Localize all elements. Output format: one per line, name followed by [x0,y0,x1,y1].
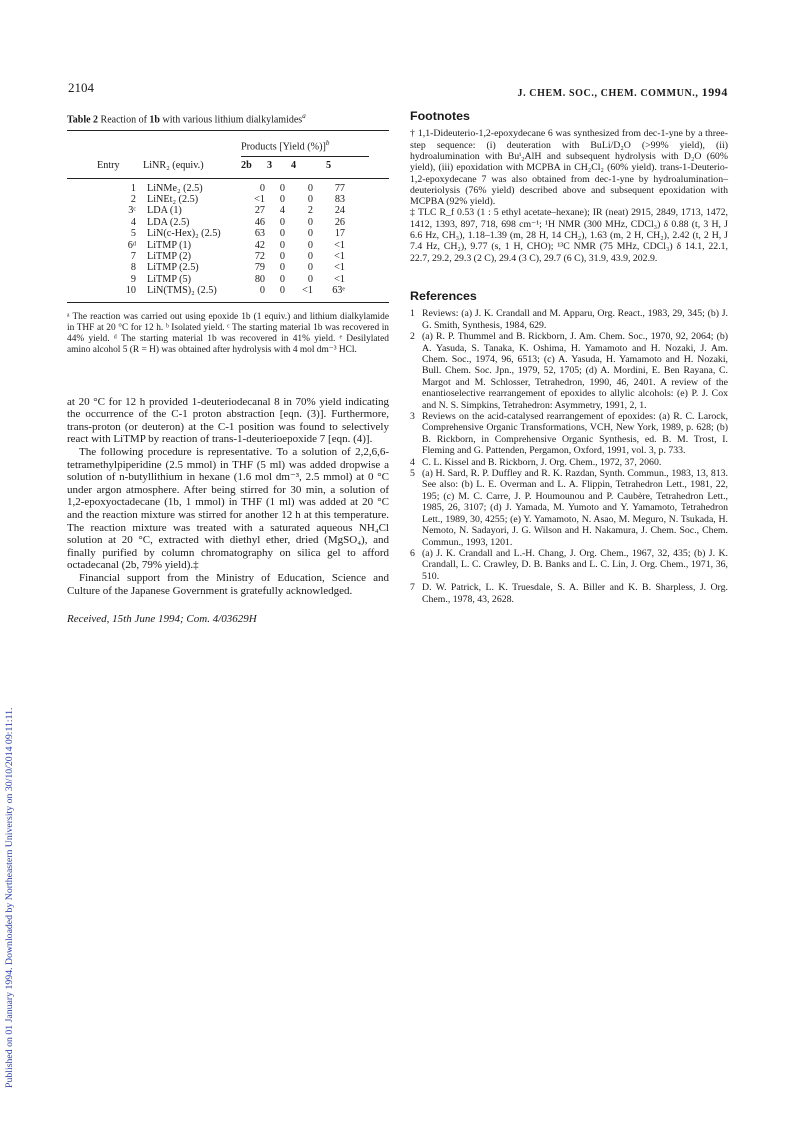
table-cell-v2b: 42 [254,239,265,251]
reference-item [410,457,728,468]
table-cell-reagent: LDA (1) [147,205,182,217]
table-cell-v2b: 72 [254,250,265,262]
references-list [410,308,728,605]
table-row [105,251,348,262]
table-caption-text: Reaction of [98,114,150,126]
table-cell-v5: <1 [334,273,345,285]
reference-number: 3 [410,411,415,423]
journal-year: 1994 [701,85,728,99]
table-cell-entry: 5 [130,228,136,240]
footnotes-heading: Footnotes [410,109,470,123]
table-row [105,194,348,205]
table-cell-v5: <1 [334,262,345,274]
table-row [105,285,348,296]
table-row [105,240,348,251]
table-cell-v2b: 79 [254,262,265,274]
journal-header [517,86,728,100]
reference-item [410,411,728,457]
table-cell-reagent: LiTMP (2) [147,250,192,262]
products-header-text: Products [Yield (%)] [241,141,326,153]
table-row [105,205,348,216]
reference-text: (a) R. P. Thummel and B. Rickborn, J. Am. Chem. Soc., 1970, 92, 2064; (b) A. Yasuda, S. Tanaka, K. Oshima, H. Yamamoto and H. Nozaki, J. Am. Chem. Soc., 1974, 96, 6513; (c) A. Yasuda, H. Yamamoto and H. Nozaki, Bull. Chem. Soc. Jpn., 1979, 52, 1705; (d) A. Mordini, E. Ben Rayana, C. Margot and M. Schlosser, Tetrahedron, 1990, 46, 2401. A review of the enantioselective rearrangement of epoxides to allylic alcohols: (e) P. J. Cox and N. S. Simpkins, Tetrahedron: Asymmetry, 1991, 2, 1. [422,331,728,411]
reference-item [410,331,728,411]
table-cell-v4: 0 [307,228,313,240]
footnote-double-dagger: ‡ TLC R_f 0.53 (1 : 5 ethyl acetate–hexane); IR (neat) 2915, 2849, 1713, 1472, 1412, 1393, 897, 718, 698 cm⁻¹; ¹H NMR (300 MHz, CDCl₃) δ 0.88 (t, 3 H, J 6.6 Hz, CH₃), 1.18–1.39 (m, 28 H, 14 CH₂), 1.63 (m, 2 H, CH₂), 2.42 (t, 2 H, J 7.4 Hz, CH₂), 9.77 (s, 1 H, CHO); ¹³C NMR (75 MHz, CDCl₃) δ 14.1, 22.1, 22.7, 29.2, 29.3 (2 C), 29.4 (3 C), 29.7 (6 C), 31.9, 43.9, 202.9. [410,207,728,264]
table-cell-reagent: LiTMP (5) [147,273,192,285]
table-cell-v5: 24 [334,205,345,217]
reference-number: 1 [410,308,415,320]
reference-item [410,308,728,331]
reference-number: 7 [410,582,415,594]
table-cell-v4: 0 [307,216,313,228]
table-cell-v3: 0 [279,239,285,251]
received-line: Received, 15th June 1994; Com. 4/03629H [67,613,257,626]
reference-text: (a) J. K. Crandall and L.-H. Chang, J. Org. Chem., 1967, 32, 435; (b) J. K. Crandall, L. C. Crawley, D. B. Banks and L. C. Lin, J. Org. Chem., 1971, 36, 510. [422,547,728,582]
journal-name: J. CHEM. SOC., CHEM. COMMUN., [517,88,699,99]
left-column [67,110,389,626]
table-header-row [67,160,389,174]
table-row [105,228,348,239]
table-cell-reagent: LiTMP (1) [147,239,192,251]
table-caption-text2: with various lithium dialkylamides [159,114,303,126]
table-row [105,183,348,194]
table-cell-entry: 6ᵈ [127,239,136,251]
col-4-header: 4 [291,159,297,171]
reference-item [410,468,728,548]
table-cell-v4: 0 [307,239,313,251]
table-cell-v5: 17 [334,228,345,240]
table-header-rule [67,178,389,179]
table-cell-v3: 0 [279,216,285,228]
col-reagent-header: LiNR₂ (equiv.) [143,159,204,171]
table-cell-entry: 3ᶜ [128,205,136,217]
reference-number: 5 [410,468,415,480]
table-cell-v3: 0 [279,250,285,262]
table-cell-v2b: 27 [254,205,265,217]
table-cell-v3: 0 [279,262,285,274]
table-cell-v4: 0 [307,193,313,205]
table-cell-entry: 8 [130,262,136,274]
table-cell-v2b: 0 [259,285,265,297]
table-row [105,262,348,273]
table-caption-label: Table 2 [67,114,99,126]
body-paragraph-2: The following procedure is representative. To a solution of 2,2,6,6-tetramethylpiperidine (2.5 mmol) in THF (5 ml) was added dropwise a solution of n-butyllithium in hexane (1.6 mol dm⁻³, 2.5 mmol) at 0 °C under argon atmosphere. After being stirred for 30 min, a solution of 1,2-epoxyoctadecane (1b, 1 mmol) in THF (1 ml) was added at 20 °C and the reaction mixture was stirred for another 12 h at this temperature. The reaction mixture was treated with a saturated aqueous NH₄Cl solution at 20 °C, extracted with diethyl ether, dried (MgSO₄), and finally purified by column chromatography on silica gel to afford octadecanal (2b, 79% yield).‡ [67,445,389,572]
table-cell-reagent: LDA (2.5) [147,216,190,228]
products-header [241,137,369,157]
table-cell-v4: 2 [307,205,313,217]
reference-text: Reviews on the acid-catalysed rearrangement of epoxides: (a) R. C. Larock, Comprehensive Organic Transformations, VCH, New York, 1989, p. 628; (b) B. Rickborn, in Comprehensive Organic Synthesis, ed. B. M. Trost, I. Fleming and G. Pattenden, Pergamon, Oxford, 1991, vol. 3, p. 733. [422,411,728,457]
table-cell-entry: 2 [130,193,136,205]
table-cell-v4: 0 [307,182,313,194]
table-cell-v2b: 63 [254,228,265,240]
reference-text: D. W. Patrick, L. K. Truesdale, S. A. Biller and K. B. Sharpless, J. Org. Chem., 1978, 43, 2628. [422,582,728,605]
table-cell-v5: 26 [334,216,345,228]
table-cell-v4: 0 [307,250,313,262]
footnote-dagger: † 1,1-Dideuterio-1,2-epoxydecane 6 was synthesized from dec-1-yne by a three-step sequence: (i) deuteration with BuLi/D₂O (>99% yield), (ii) hydroalumination with Buⁱ₂AlH and subsequent hydrolysis with D₂O (60% yield), (iii) epoxidation with MCPBA in CH₂Cl₂ (60% yield). trans-1-Deuterio-1,2-epoxydecane 7 was also obtained from dec-1-yne by hydroalumination–deuteriolysis (76% yield) described above and subsequent epoxidation with MCPBA (92% yield). [410,128,728,208]
table-cell-reagent: LiNMe₂ (2.5) [147,182,203,194]
table-cell-v2b: <1 [254,193,265,205]
body-paragraph-3: Financial support from the Ministry of Education, Science and Culture of the Japanese Government is gratefully acknowledged. [67,571,389,597]
table-cell-v5: 77 [334,182,345,194]
table-cell-v4: <1 [302,285,313,297]
table-cell-entry: 10 [125,285,136,297]
table-cell-v4: 0 [307,262,313,274]
table-caption [67,110,389,127]
right-column [410,110,728,605]
references-heading: References [410,288,477,303]
table-caption-compound: 1b [149,114,160,126]
table-cell-v2b: 46 [254,216,265,228]
table-cell-v3: 0 [279,285,285,297]
col-5-header: 5 [326,159,332,171]
table-cell-reagent: LiNEt₂ (2.5) [147,193,199,205]
table-cell-v5: <1 [334,239,345,251]
reference-item [410,582,728,605]
sidebar-text[interactable]: Published on 01 January 1994. Downloaded by Northeastern University on 30/10/2014 09:11:11. [4,707,15,1088]
table-cell-entry: 4 [130,216,136,228]
table-cell-entry: 7 [130,250,136,262]
table-bottom-rule [67,302,389,303]
table-cell-v3: 0 [279,273,285,285]
products-header-sup: b [325,138,330,147]
data-table [105,183,348,297]
table-row [105,274,348,285]
col-3-header: 3 [267,159,273,171]
table-cell-v5: <1 [334,250,345,262]
table-cell-v5: 63ᵉ [332,285,345,297]
table-caption-sup: a [302,112,306,120]
table-cell-v3: 0 [279,193,285,205]
page-number: 2104 [68,80,94,95]
reference-text: Reviews: (a) J. K. Crandall and M. Apparu, Org. React., 1983, 29, 345; (b) J. G. Smith, Synthesis, 1984, 629. [422,308,728,331]
table-cell-reagent: LiTMP (2.5) [147,262,199,274]
main-text [67,396,389,598]
table-footnotes: ᵃ The reaction was carried out using epoxide 1b (1 equiv.) and lithium dialkylamide in THF at 20 °C for 12 h. ᵇ Isolated yield. ᶜ The starting material 1b was recovered in 44% yield. ᵈ The starting material 1b was recovered in 41% yield. ᵉ Desilylated amino alcohol 5 (R = H) was obtained after hydrolysis with 4 mol dm⁻³ HCl. [67,311,389,355]
table-cell-reagent: LiN(TMS)₂ (2.5) [147,285,217,297]
reference-text: (a) H. Sard, R. P. Duffley and R. K. Razdan, Synth. Commun., 1983, 13, 813. See also: (b) L. E. Overman and L. A. Flippin, Tetrahedron Lett., 1981, 22, 195; (c) M. C. Carre, J. P. Houmounou and P. Caubère, Tetrahedron Lett., 1985, 26, 3107; (d) J. Yamada, M. Yumoto and Y. Yamamoto, Tetrahedron Lett., 1989, 30, 4255; (e) Y. Yamamoto, N. Asao, M. Meguro, N. Tsukada, H. Nemoto, N. Sadayori, J. G. Wilson and H. Nakamura, J. Chem. Soc., Chem. Commun., 1993, 1201. [422,468,728,548]
table-row [105,217,348,228]
reference-number: 2 [410,331,415,343]
table-cell-entry: 1 [130,182,136,194]
reference-item [410,548,728,582]
col-2b-header: 2b [241,159,252,171]
col-entry-header: Entry [97,159,120,171]
table-cell-v2b: 0 [259,182,265,194]
table-cell-v3: 0 [279,182,285,194]
body-paragraph-1: at 20 °C for 12 h provided 1-deuteriodecanal 8 in 70% yield indicating the occurrence of the C-1 proton abstraction [eqn. (3)]. Furthermore, trans-proton (or deuteron) at the C-1 position was found to selectively react with LiTMP by reaction of trans-1-deuterioepoxide 7 [eqn. (4)]. [67,395,389,446]
reference-number: 4 [410,456,415,468]
table-cell-entry: 9 [130,273,136,285]
table-cell-v2b: 80 [254,273,265,285]
reference-text: C. L. Kissel and B. Rickborn, J. Org. Chem., 1972, 37, 2060. [422,456,662,468]
table-cell-v5: 83 [334,193,345,205]
table-cell-reagent: LiN(c-Hex)₂ (2.5) [147,228,221,240]
table-cell-v3: 4 [279,205,285,217]
table-cell-v4: 0 [307,273,313,285]
table-cell-v3: 0 [279,228,285,240]
reference-number: 6 [410,547,415,559]
table-top-rule [67,130,389,131]
